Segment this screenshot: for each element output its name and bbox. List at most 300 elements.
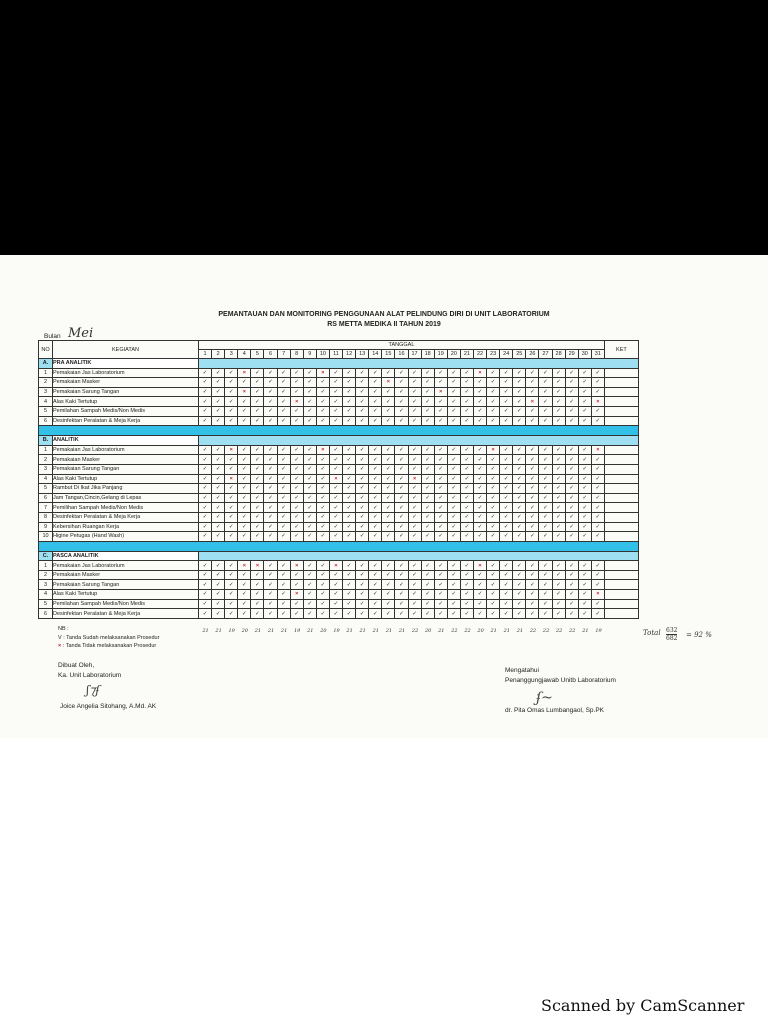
activity-label: Desinfektan Peralatan & Meja Kerja bbox=[53, 512, 199, 522]
check-mark-icon: ✓ bbox=[447, 570, 460, 580]
check-mark-icon: ✓ bbox=[277, 368, 290, 378]
check-mark-icon: ✓ bbox=[565, 580, 578, 590]
day-header: 7 bbox=[277, 350, 290, 359]
check-mark-icon: ✓ bbox=[238, 464, 251, 474]
check-mark-icon: ✓ bbox=[421, 378, 434, 388]
cross-mark-icon: × bbox=[316, 368, 329, 378]
check-mark-icon: ✓ bbox=[526, 599, 539, 609]
check-mark-icon: ✓ bbox=[487, 484, 500, 494]
daily-total: 22 bbox=[451, 628, 458, 634]
left-signature-scribble: ʃ⁊ʄ bbox=[86, 683, 100, 697]
check-mark-icon: ✓ bbox=[500, 406, 513, 416]
ket-cell bbox=[604, 609, 638, 619]
cross-mark-icon: × bbox=[316, 445, 329, 455]
daily-total: 21 bbox=[202, 628, 209, 634]
check-mark-icon: ✓ bbox=[251, 599, 264, 609]
check-mark-icon: ✓ bbox=[513, 599, 526, 609]
check-mark-icon: ✓ bbox=[382, 484, 395, 494]
section-row bbox=[39, 436, 639, 446]
header-kegiatan: KEGIATAN bbox=[53, 341, 199, 359]
check-mark-icon: ✓ bbox=[408, 561, 421, 571]
check-mark-icon: ✓ bbox=[578, 416, 591, 426]
check-mark-icon: ✓ bbox=[434, 570, 447, 580]
daily-total: 21 bbox=[385, 628, 393, 634]
month-value: Mei bbox=[68, 326, 94, 341]
check-mark-icon: ✓ bbox=[421, 503, 434, 513]
daily-total: 22 bbox=[542, 628, 550, 634]
check-mark-icon: ✓ bbox=[565, 609, 578, 619]
day-header: 23 bbox=[487, 350, 500, 359]
check-mark-icon: ✓ bbox=[251, 397, 264, 407]
check-mark-icon: ✓ bbox=[290, 464, 303, 474]
activity-label: Pemakaian Jas Laboratorium bbox=[53, 561, 199, 571]
check-mark-icon: ✓ bbox=[473, 580, 486, 590]
check-mark-icon: ✓ bbox=[356, 445, 369, 455]
total-denominator: 682 bbox=[666, 635, 678, 642]
check-mark-icon: ✓ bbox=[329, 445, 342, 455]
check-mark-icon: ✓ bbox=[473, 455, 486, 465]
check-mark-icon: ✓ bbox=[447, 503, 460, 513]
row-number: 6 bbox=[39, 416, 53, 426]
check-mark-icon: ✓ bbox=[434, 406, 447, 416]
check-mark-icon: ✓ bbox=[487, 561, 500, 571]
ket-cell bbox=[604, 590, 638, 600]
cross-mark-icon: × bbox=[329, 474, 342, 484]
check-mark-icon: ✓ bbox=[473, 590, 486, 600]
check-mark-icon: ✓ bbox=[303, 397, 316, 407]
check-mark-icon: ✓ bbox=[487, 455, 500, 465]
daily-total: 21 bbox=[346, 628, 353, 634]
check-mark-icon: ✓ bbox=[578, 455, 591, 465]
check-mark-icon: ✓ bbox=[526, 493, 539, 503]
check-mark-icon: ✓ bbox=[460, 561, 473, 571]
check-mark-icon: ✓ bbox=[277, 387, 290, 397]
check-mark-icon: ✓ bbox=[277, 445, 290, 455]
check-mark-icon: ✓ bbox=[578, 464, 591, 474]
check-mark-icon: ✓ bbox=[552, 503, 565, 513]
check-mark-icon: ✓ bbox=[225, 590, 238, 600]
check-mark-icon: ✓ bbox=[277, 406, 290, 416]
cross-mark-icon: × bbox=[251, 561, 264, 571]
check-mark-icon: ✓ bbox=[251, 503, 264, 513]
check-mark-icon: ✓ bbox=[212, 368, 225, 378]
check-mark-icon: ✓ bbox=[487, 378, 500, 388]
check-mark-icon: ✓ bbox=[382, 397, 395, 407]
activity-label: Rambut Di Ikat Jika Panjang bbox=[53, 484, 199, 494]
check-mark-icon: ✓ bbox=[251, 532, 264, 542]
check-mark-icon: ✓ bbox=[251, 416, 264, 426]
check-mark-icon: ✓ bbox=[356, 561, 369, 571]
header-ket: KET bbox=[604, 341, 638, 359]
check-mark-icon: ✓ bbox=[526, 484, 539, 494]
check-mark-icon: ✓ bbox=[408, 609, 421, 619]
check-mark-icon: ✓ bbox=[199, 378, 212, 388]
check-mark-icon: ✓ bbox=[526, 378, 539, 388]
check-mark-icon: ✓ bbox=[356, 416, 369, 426]
ket-cell bbox=[604, 503, 638, 513]
check-mark-icon: ✓ bbox=[526, 570, 539, 580]
check-mark-icon: ✓ bbox=[277, 397, 290, 407]
check-mark-icon: ✓ bbox=[473, 570, 486, 580]
check-mark-icon: ✓ bbox=[303, 512, 316, 522]
check-mark-icon: ✓ bbox=[329, 484, 342, 494]
check-mark-icon: ✓ bbox=[421, 493, 434, 503]
right-sign-name: dr. Pita Omas Lumbangaol, Sp.PK bbox=[505, 707, 604, 714]
check-mark-icon: ✓ bbox=[251, 445, 264, 455]
check-mark-icon: ✓ bbox=[591, 503, 604, 513]
check-mark-icon: ✓ bbox=[343, 493, 356, 503]
check-mark-icon: ✓ bbox=[199, 522, 212, 532]
daily-total: 22 bbox=[464, 628, 471, 634]
check-mark-icon: ✓ bbox=[356, 503, 369, 513]
check-mark-icon: ✓ bbox=[251, 493, 264, 503]
check-mark-icon: ✓ bbox=[264, 532, 277, 542]
check-mark-icon: ✓ bbox=[290, 416, 303, 426]
check-mark-icon: ✓ bbox=[434, 599, 447, 609]
activity-label: Pemakaian Sarung Tangan bbox=[53, 580, 199, 590]
check-mark-icon: ✓ bbox=[473, 464, 486, 474]
check-mark-icon: ✓ bbox=[395, 561, 408, 571]
check-mark-icon: ✓ bbox=[552, 561, 565, 571]
check-mark-icon: ✓ bbox=[500, 464, 513, 474]
check-mark-icon: ✓ bbox=[251, 484, 264, 494]
check-mark-icon: ✓ bbox=[303, 580, 316, 590]
check-mark-icon: ✓ bbox=[290, 368, 303, 378]
check-mark-icon: ✓ bbox=[238, 532, 251, 542]
check-mark-icon: ✓ bbox=[487, 397, 500, 407]
check-mark-icon: ✓ bbox=[591, 387, 604, 397]
check-mark-icon: ✓ bbox=[343, 512, 356, 522]
check-mark-icon: ✓ bbox=[591, 368, 604, 378]
table-row bbox=[39, 580, 639, 590]
check-mark-icon: ✓ bbox=[303, 599, 316, 609]
check-mark-icon: ✓ bbox=[578, 590, 591, 600]
table-row bbox=[39, 368, 639, 378]
check-mark-icon: ✓ bbox=[238, 522, 251, 532]
check-mark-icon: ✓ bbox=[539, 397, 552, 407]
check-mark-icon: ✓ bbox=[421, 580, 434, 590]
check-mark-icon: ✓ bbox=[565, 599, 578, 609]
check-mark-icon: ✓ bbox=[369, 580, 382, 590]
check-mark-icon: ✓ bbox=[552, 493, 565, 503]
daily-total: 21 bbox=[503, 628, 510, 634]
check-mark-icon: ✓ bbox=[212, 503, 225, 513]
ket-cell bbox=[604, 512, 638, 522]
check-mark-icon: ✓ bbox=[277, 484, 290, 494]
cross-mark-icon: × bbox=[473, 368, 486, 378]
check-mark-icon: ✓ bbox=[382, 406, 395, 416]
check-mark-icon: ✓ bbox=[526, 532, 539, 542]
left-sign-name: Joice Angelia Sitohang, A.Md. AK bbox=[60, 703, 157, 710]
check-mark-icon: ✓ bbox=[513, 416, 526, 426]
check-mark-icon: ✓ bbox=[343, 397, 356, 407]
check-mark-icon: ✓ bbox=[434, 397, 447, 407]
check-mark-icon: ✓ bbox=[356, 406, 369, 416]
ket-cell bbox=[604, 416, 638, 426]
check-mark-icon: ✓ bbox=[539, 580, 552, 590]
check-mark-icon: ✓ bbox=[343, 561, 356, 571]
check-mark-icon: ✓ bbox=[264, 561, 277, 571]
check-mark-icon: ✓ bbox=[290, 599, 303, 609]
header-tanggal: TANGGAL bbox=[199, 341, 605, 350]
check-mark-icon: ✓ bbox=[526, 609, 539, 619]
cross-mark-icon: × bbox=[225, 445, 238, 455]
check-mark-icon: ✓ bbox=[565, 512, 578, 522]
cross-mark-icon: × bbox=[238, 387, 251, 397]
check-mark-icon: ✓ bbox=[487, 503, 500, 513]
check-mark-icon: ✓ bbox=[382, 570, 395, 580]
total-label: Total bbox=[643, 629, 661, 637]
check-mark-icon: ✓ bbox=[526, 387, 539, 397]
check-mark-icon: ✓ bbox=[460, 445, 473, 455]
cross-mark-icon: × bbox=[487, 445, 500, 455]
check-mark-icon: ✓ bbox=[212, 512, 225, 522]
check-mark-icon: ✓ bbox=[552, 522, 565, 532]
check-mark-icon: ✓ bbox=[369, 503, 382, 513]
check-mark-icon: ✓ bbox=[369, 532, 382, 542]
check-mark-icon: ✓ bbox=[473, 512, 486, 522]
check-mark-icon: ✓ bbox=[434, 368, 447, 378]
check-mark-icon: ✓ bbox=[264, 570, 277, 580]
check-mark-icon: ✓ bbox=[421, 599, 434, 609]
check-mark-icon: ✓ bbox=[421, 445, 434, 455]
check-mark-icon: ✓ bbox=[225, 580, 238, 590]
check-mark-icon: ✓ bbox=[290, 609, 303, 619]
check-mark-icon: ✓ bbox=[434, 609, 447, 619]
check-mark-icon: ✓ bbox=[578, 561, 591, 571]
scan-background-bottom bbox=[0, 738, 768, 1024]
check-mark-icon: ✓ bbox=[591, 512, 604, 522]
check-mark-icon: ✓ bbox=[539, 570, 552, 580]
check-mark-icon: ✓ bbox=[565, 445, 578, 455]
check-mark-icon: ✓ bbox=[277, 580, 290, 590]
activity-label: Pemakaian Masker bbox=[53, 455, 199, 465]
check-mark-icon: ✓ bbox=[500, 512, 513, 522]
table-row bbox=[39, 397, 639, 407]
cross-mark-icon: × bbox=[290, 397, 303, 407]
check-mark-icon: ✓ bbox=[251, 570, 264, 580]
row-number: 3 bbox=[39, 580, 53, 590]
section-name: PRA ANALITIK bbox=[53, 359, 199, 369]
check-mark-icon: ✓ bbox=[578, 599, 591, 609]
check-mark-icon: ✓ bbox=[434, 474, 447, 484]
check-mark-icon: ✓ bbox=[473, 532, 486, 542]
check-mark-icon: ✓ bbox=[225, 512, 238, 522]
check-mark-icon: ✓ bbox=[251, 590, 264, 600]
total-fraction bbox=[666, 627, 677, 642]
check-mark-icon: ✓ bbox=[199, 503, 212, 513]
daily-total: 20 bbox=[425, 628, 432, 634]
check-mark-icon: ✓ bbox=[526, 503, 539, 513]
check-mark-icon: ✓ bbox=[316, 493, 329, 503]
activity-label: Jam Tangan,Cincin,Gelang di Lepas bbox=[53, 493, 199, 503]
check-mark-icon: ✓ bbox=[500, 387, 513, 397]
check-mark-icon: ✓ bbox=[290, 378, 303, 388]
cross-mark-icon: × bbox=[238, 561, 251, 571]
check-mark-icon: ✓ bbox=[316, 503, 329, 513]
daily-total: 21 bbox=[307, 628, 314, 634]
check-mark-icon: ✓ bbox=[487, 406, 500, 416]
check-mark-icon: ✓ bbox=[316, 522, 329, 532]
check-mark-icon: ✓ bbox=[460, 455, 473, 465]
check-mark-icon: ✓ bbox=[526, 368, 539, 378]
notes-check: V : Tanda Sudah melaksanakan Prosedur bbox=[58, 634, 160, 641]
check-mark-icon: ✓ bbox=[460, 397, 473, 407]
check-mark-icon: ✓ bbox=[552, 570, 565, 580]
check-mark-icon: ✓ bbox=[460, 416, 473, 426]
check-mark-icon: ✓ bbox=[552, 599, 565, 609]
daily-total: 21 bbox=[267, 628, 275, 634]
day-header: 11 bbox=[329, 350, 342, 359]
check-mark-icon: ✓ bbox=[199, 397, 212, 407]
table-row bbox=[39, 561, 639, 571]
document-subtitle: RS METTA MEDIKA II TAHUN 2019 bbox=[327, 321, 441, 328]
cross-mark-icon: × bbox=[408, 474, 421, 484]
check-mark-icon: ✓ bbox=[487, 416, 500, 426]
check-mark-icon: ✓ bbox=[526, 512, 539, 522]
check-mark-icon: ✓ bbox=[591, 522, 604, 532]
check-mark-icon: ✓ bbox=[343, 484, 356, 494]
check-mark-icon: ✓ bbox=[225, 493, 238, 503]
daily-total: 19 bbox=[595, 628, 602, 634]
check-mark-icon: ✓ bbox=[199, 416, 212, 426]
section-code: C. bbox=[39, 551, 53, 561]
check-mark-icon: ✓ bbox=[513, 522, 526, 532]
check-mark-icon: ✓ bbox=[460, 503, 473, 513]
check-mark-icon: ✓ bbox=[395, 474, 408, 484]
check-mark-icon: ✓ bbox=[539, 561, 552, 571]
check-mark-icon: ✓ bbox=[329, 397, 342, 407]
check-mark-icon: ✓ bbox=[447, 484, 460, 494]
check-mark-icon: ✓ bbox=[225, 522, 238, 532]
check-mark-icon: ✓ bbox=[591, 570, 604, 580]
ket-cell bbox=[604, 484, 638, 494]
check-mark-icon: ✓ bbox=[264, 397, 277, 407]
check-mark-icon: ✓ bbox=[473, 493, 486, 503]
check-mark-icon: ✓ bbox=[408, 503, 421, 513]
check-mark-icon: ✓ bbox=[382, 387, 395, 397]
check-mark-icon: ✓ bbox=[212, 522, 225, 532]
check-mark-icon: ✓ bbox=[290, 580, 303, 590]
check-mark-icon: ✓ bbox=[447, 590, 460, 600]
check-mark-icon: ✓ bbox=[513, 590, 526, 600]
check-mark-icon: ✓ bbox=[565, 455, 578, 465]
ket-cell bbox=[604, 570, 638, 580]
check-mark-icon: ✓ bbox=[303, 416, 316, 426]
check-mark-icon: ✓ bbox=[447, 609, 460, 619]
check-mark-icon: ✓ bbox=[578, 532, 591, 542]
check-mark-icon: ✓ bbox=[316, 590, 329, 600]
check-mark-icon: ✓ bbox=[526, 416, 539, 426]
check-mark-icon: ✓ bbox=[277, 532, 290, 542]
check-mark-icon: ✓ bbox=[513, 445, 526, 455]
right-sign-line2: Penanggungjawab Unitb Laboratorium bbox=[505, 677, 616, 684]
check-mark-icon: ✓ bbox=[212, 445, 225, 455]
check-mark-icon: ✓ bbox=[395, 599, 408, 609]
check-mark-icon: ✓ bbox=[303, 590, 316, 600]
check-mark-icon: ✓ bbox=[264, 609, 277, 619]
row-number: 10 bbox=[39, 532, 53, 542]
check-mark-icon: ✓ bbox=[539, 484, 552, 494]
check-mark-icon: ✓ bbox=[395, 416, 408, 426]
check-mark-icon: ✓ bbox=[395, 378, 408, 388]
check-mark-icon: ✓ bbox=[434, 464, 447, 474]
check-mark-icon: ✓ bbox=[303, 387, 316, 397]
check-mark-icon: ✓ bbox=[565, 522, 578, 532]
check-mark-icon: ✓ bbox=[382, 522, 395, 532]
check-mark-icon: ✓ bbox=[421, 474, 434, 484]
check-mark-icon: ✓ bbox=[565, 484, 578, 494]
check-mark-icon: ✓ bbox=[343, 368, 356, 378]
activity-label: Alas Kaki Tertutup bbox=[53, 474, 199, 484]
check-mark-icon: ✓ bbox=[447, 397, 460, 407]
check-mark-icon: ✓ bbox=[329, 493, 342, 503]
check-mark-icon: ✓ bbox=[500, 570, 513, 580]
check-mark-icon: ✓ bbox=[199, 599, 212, 609]
check-mark-icon: ✓ bbox=[578, 474, 591, 484]
check-mark-icon: ✓ bbox=[316, 378, 329, 388]
check-mark-icon: ✓ bbox=[578, 493, 591, 503]
check-mark-icon: ✓ bbox=[199, 609, 212, 619]
check-mark-icon: ✓ bbox=[316, 474, 329, 484]
check-mark-icon: ✓ bbox=[343, 387, 356, 397]
check-mark-icon: ✓ bbox=[591, 406, 604, 416]
row-number: 9 bbox=[39, 522, 53, 532]
check-mark-icon: ✓ bbox=[421, 522, 434, 532]
check-mark-icon: ✓ bbox=[552, 455, 565, 465]
check-mark-icon: ✓ bbox=[277, 464, 290, 474]
check-mark-icon: ✓ bbox=[487, 368, 500, 378]
check-mark-icon: ✓ bbox=[473, 397, 486, 407]
day-header: 28 bbox=[552, 350, 565, 359]
check-mark-icon: ✓ bbox=[290, 532, 303, 542]
check-mark-icon: ✓ bbox=[460, 378, 473, 388]
table-row bbox=[39, 503, 639, 513]
check-mark-icon: ✓ bbox=[578, 512, 591, 522]
check-mark-icon: ✓ bbox=[408, 464, 421, 474]
check-mark-icon: ✓ bbox=[578, 397, 591, 407]
table-row bbox=[39, 416, 639, 426]
check-mark-icon: ✓ bbox=[225, 406, 238, 416]
check-mark-icon: ✓ bbox=[316, 532, 329, 542]
daily-total: 22 bbox=[529, 628, 537, 634]
check-mark-icon: ✓ bbox=[277, 590, 290, 600]
cross-mark-icon: × bbox=[382, 378, 395, 388]
cross-mark-icon: × bbox=[290, 561, 303, 571]
check-mark-icon: ✓ bbox=[238, 599, 251, 609]
check-mark-icon: ✓ bbox=[264, 484, 277, 494]
check-mark-icon: ✓ bbox=[395, 493, 408, 503]
daily-total: 21 bbox=[582, 628, 589, 634]
daily-total: 21 bbox=[490, 628, 497, 634]
check-mark-icon: ✓ bbox=[473, 503, 486, 513]
day-header: 16 bbox=[395, 350, 408, 359]
check-mark-icon: ✓ bbox=[356, 474, 369, 484]
check-mark-icon: ✓ bbox=[238, 416, 251, 426]
check-mark-icon: ✓ bbox=[460, 580, 473, 590]
check-mark-icon: ✓ bbox=[513, 368, 526, 378]
check-mark-icon: ✓ bbox=[513, 455, 526, 465]
check-mark-icon: ✓ bbox=[264, 512, 277, 522]
check-mark-icon: ✓ bbox=[277, 378, 290, 388]
check-mark-icon: ✓ bbox=[421, 570, 434, 580]
check-mark-icon: ✓ bbox=[212, 580, 225, 590]
check-mark-icon: ✓ bbox=[225, 378, 238, 388]
check-mark-icon: ✓ bbox=[539, 455, 552, 465]
check-mark-icon: ✓ bbox=[500, 474, 513, 484]
check-mark-icon: ✓ bbox=[565, 532, 578, 542]
cross-mark-icon: × bbox=[225, 474, 238, 484]
